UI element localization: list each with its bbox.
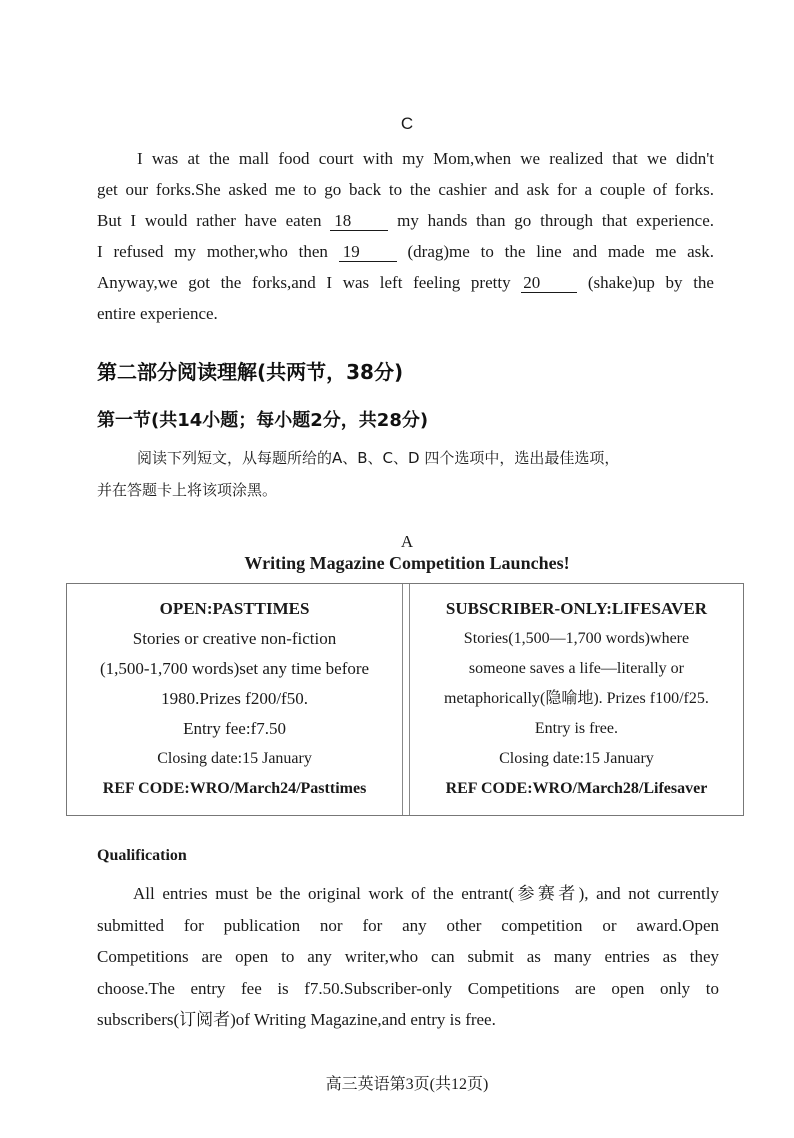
blank-20: 20 bbox=[521, 274, 577, 293]
open-fee: Entry fee:f7.50 bbox=[183, 719, 286, 738]
article-letter: A bbox=[400, 532, 414, 551]
passage-text: Anyway,we got the forks,and I was left feeling pretty bbox=[97, 273, 522, 292]
open-competition-cell bbox=[67, 584, 403, 815]
passage-text: But I would rather have eaten bbox=[97, 211, 331, 230]
passage-text: entire experience. bbox=[97, 304, 218, 323]
table-divider bbox=[403, 584, 410, 815]
qualification-text: All entries must be the original work of the entrant(参赛者), and not currently bbox=[133, 884, 719, 903]
qualification-text: Competitions are open to any writer,who can submit as many entries as they bbox=[97, 947, 719, 966]
qualification-text: submitted for publication nor for any other competition or award.Open bbox=[97, 915, 719, 935]
article-title: Writing Magazine Competition Launches! bbox=[244, 553, 570, 573]
part-heading: 第二部分阅读理解(共两节，38分) bbox=[97, 360, 404, 384]
qualification-line bbox=[97, 941, 719, 973]
blank-18: 18 bbox=[330, 212, 388, 231]
page-footer: 高三英语第3页(共12页) bbox=[325, 1076, 489, 1093]
passage-text: (shake)up by the bbox=[577, 273, 714, 292]
competition-table bbox=[66, 583, 744, 816]
open-closing-date: Closing date:15 January bbox=[157, 750, 312, 767]
section-letter-c: C bbox=[400, 114, 414, 133]
qualification-paragraph bbox=[97, 878, 719, 1036]
qualification-text: choose.The entry fee is f7.50.Subscriber-only Competitions are open only to bbox=[97, 978, 719, 998]
qualification-line bbox=[97, 1004, 719, 1036]
passage-text: my hands than go through that experience. bbox=[388, 211, 715, 230]
subscriber-ref-code: REF CODE:WRO/March28/Lifesaver bbox=[445, 780, 708, 797]
open-line: (1,500-1,700 words)set any time before bbox=[99, 659, 370, 678]
open-ref-code: REF CODE:WRO/March24/Pasttimes bbox=[102, 780, 367, 797]
subscriber-line: metaphorically(隐喻地). Prizes f100/f25. bbox=[444, 690, 709, 707]
instructions-line: 阅读下列短文，从每题所给的A、B、C、D 四个选项中，选出最佳选项， bbox=[137, 449, 620, 467]
passage-text: I was at the mall food court with my Mom,when we realized that we didn't bbox=[137, 149, 714, 168]
passage-line bbox=[97, 143, 714, 174]
subscriber-competition-cell bbox=[410, 584, 743, 815]
qualification-line bbox=[97, 878, 719, 910]
instructions bbox=[97, 442, 717, 506]
passage-line bbox=[97, 298, 714, 329]
passage-text: I refused my mother,who then bbox=[97, 242, 339, 261]
subscriber-closing-date: Closing date:15 January bbox=[499, 750, 654, 767]
qualification-text: subscribers(订阅者)of Writing Magazine,and entry is free. bbox=[97, 1010, 496, 1029]
subscriber-line: someone saves a life—literally or bbox=[468, 660, 684, 677]
open-line: Stories or creative non-fiction bbox=[132, 629, 337, 648]
open-line: 1980.Prizes f200/f50. bbox=[161, 689, 308, 708]
subscriber-title: SUBSCRIBER-ONLY:LIFESAVER bbox=[445, 599, 707, 618]
blank-19: 19 bbox=[339, 243, 397, 262]
subscriber-line: Stories(1,500—1,700 words)where bbox=[463, 630, 690, 647]
section-heading: 第一节(共14小题；每小题2分，共28分) bbox=[97, 410, 429, 431]
passage-text: get our forks.She asked me to go back to the cashier and ask for a couple of forks. bbox=[97, 180, 714, 199]
qualification-heading: Qualification bbox=[97, 847, 187, 864]
open-title: OPEN:PASTTIMES bbox=[159, 599, 310, 618]
subscriber-fee: Entry is free. bbox=[534, 720, 618, 737]
qualification-line bbox=[97, 910, 719, 942]
passage-line bbox=[97, 205, 714, 236]
instructions-line: 并在答题卡上将该项涂黑。 bbox=[97, 481, 278, 499]
passage-line bbox=[97, 174, 714, 205]
passage-line bbox=[97, 236, 714, 267]
passage-text: (drag)me to the line and made me ask. bbox=[396, 242, 714, 261]
cloze-passage bbox=[97, 143, 714, 329]
passage-line bbox=[97, 267, 714, 298]
qualification-line bbox=[97, 973, 719, 1005]
